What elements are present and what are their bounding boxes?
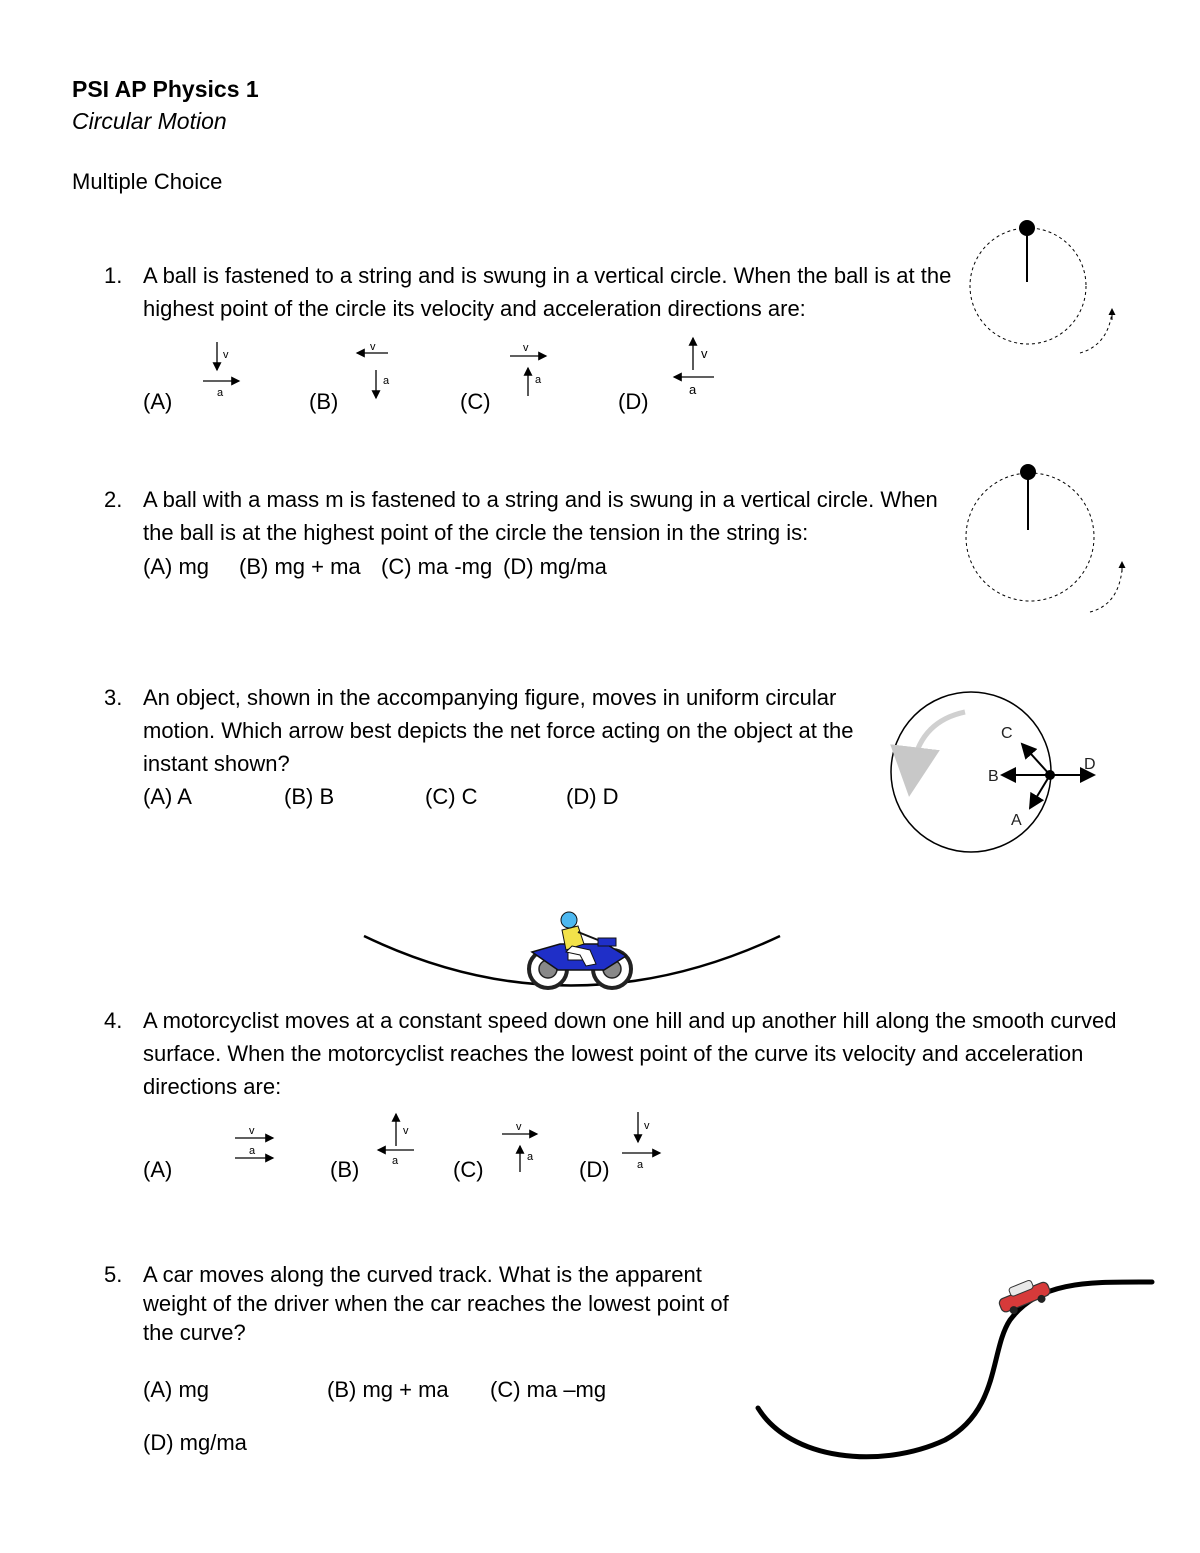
label-c: C <box>1001 725 1013 742</box>
question-text-line: instant shown? <box>143 751 290 776</box>
choice-a: (A) mg <box>143 554 209 579</box>
choice-a: (A) A <box>143 784 192 809</box>
question-text-line: directions are: <box>143 1074 282 1099</box>
velocity-label: v <box>516 1121 522 1133</box>
question-text-line: A car moves along the curved track. What is the apparent <box>143 1262 702 1287</box>
question-text-line: highest point of the circle its velocity and acceleration directions are: <box>143 296 806 321</box>
choice-d: (D) mg/ma <box>143 1430 247 1455</box>
choice-a: (A) <box>143 1157 173 1182</box>
acceleration-label: a <box>383 375 390 387</box>
choice-d: (D) mg/ma <box>503 554 607 579</box>
velocity-label: v <box>403 1125 409 1137</box>
question-text-line: weight of the driver when the car reaches the lowest point of <box>143 1291 729 1316</box>
question-text-line: An object, shown in the accompanying figure, moves in uniform circular <box>143 685 837 710</box>
choice-c: (C) C <box>425 784 478 809</box>
acceleration-label: a <box>217 387 224 399</box>
question-number: 2. <box>104 487 123 512</box>
choice-c: (C) <box>453 1157 484 1182</box>
label-d: D <box>1084 756 1096 773</box>
choice-b: (B) mg + ma <box>239 554 361 579</box>
acceleration-label: a <box>689 382 697 397</box>
question-text-line: surface. When the motorcyclist reaches the lowest point of the curve its velocity and acceleration <box>143 1041 1084 1066</box>
velocity-label: v <box>523 342 529 354</box>
topic-subtitle: Circular Motion <box>72 108 227 134</box>
question-number: 5. <box>104 1262 123 1287</box>
section-heading: Multiple Choice <box>72 169 223 194</box>
car-image <box>995 1274 1053 1318</box>
question-text-line: A motorcyclist moves at a constant speed down one hill and up another hill along the smooth curved <box>143 1008 1117 1033</box>
question-text-line: the curve? <box>143 1320 246 1345</box>
choice-d: (D) <box>618 389 649 414</box>
velocity-label: v <box>249 1125 255 1137</box>
choice-c: (C) ma –mg <box>490 1377 607 1402</box>
question-text-line: A ball with a mass m is fastened to a string and is swung in a vertical circle. When <box>143 487 938 512</box>
choice-b: (B) mg + ma <box>327 1377 449 1402</box>
choice-a: (A) mg <box>143 1377 209 1402</box>
question-number: 4. <box>104 1008 123 1033</box>
curved-track <box>758 1282 1152 1457</box>
question-text-line: A ball is fastened to a string and is swung in a vertical circle. When the ball is at the <box>143 263 952 288</box>
choice-d: (D) <box>579 1157 610 1182</box>
choice-a: (A) <box>143 389 173 414</box>
velocity-label: v <box>370 341 376 353</box>
question-number: 1. <box>104 263 123 288</box>
choice-b: (B) <box>330 1157 360 1182</box>
acceleration-label: a <box>249 1145 256 1157</box>
question-text-line: motion. Which arrow best depicts the net force acting on the object at the <box>143 718 854 743</box>
question-number: 3. <box>104 685 123 710</box>
choice-d: (D) D <box>566 784 619 809</box>
acceleration-label: a <box>527 1151 534 1163</box>
velocity-label: v <box>644 1120 650 1132</box>
label-a: A <box>1011 812 1022 829</box>
question-text-line: the ball is at the highest point of the circle the tension in the string is: <box>143 520 809 545</box>
velocity-label: v <box>223 349 229 361</box>
choice-c: (C) <box>460 389 491 414</box>
label-b: B <box>988 768 999 785</box>
choice-c: (C) ma -mg <box>381 554 493 579</box>
acceleration-label: a <box>535 374 542 386</box>
choice-b: (B) <box>309 389 339 414</box>
acceleration-label: a <box>637 1159 644 1171</box>
acceleration-label: a <box>392 1155 399 1167</box>
velocity-label: v <box>701 346 708 361</box>
course-title: PSI AP Physics 1 <box>72 76 259 102</box>
choice-b: (B) B <box>284 784 335 809</box>
